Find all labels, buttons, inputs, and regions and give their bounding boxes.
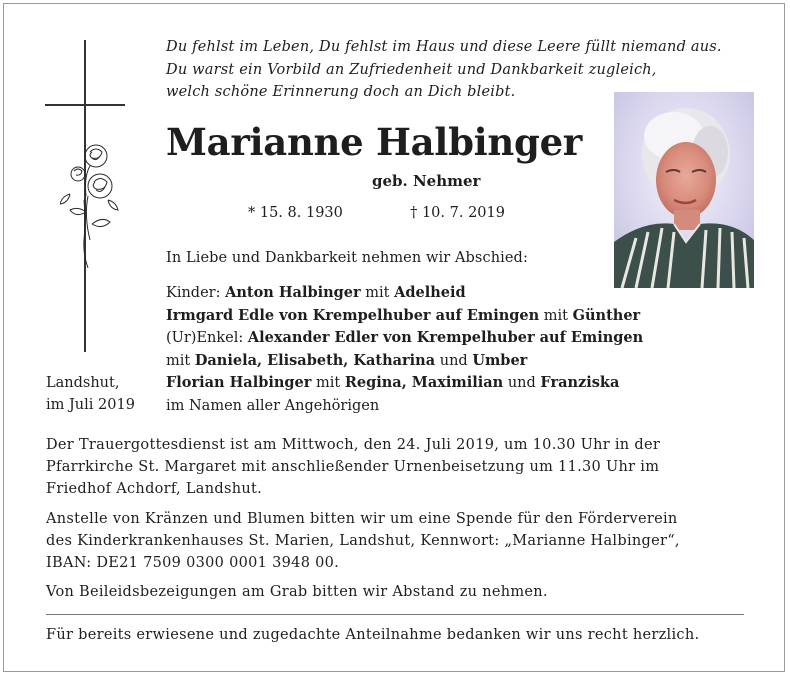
family-member: Alexander Edler von Krempelhuber auf Emingen <box>247 329 644 346</box>
family-member: Adelheid <box>394 284 466 301</box>
family-member: Regina, Maximilian <box>344 374 504 391</box>
family-line <box>166 350 643 373</box>
thanks-note: Für bereits erwiesene und zugedachte Anteilnahme bedanken wir uns recht herzlich. <box>46 627 700 643</box>
family-member: Franziska <box>540 374 620 391</box>
family-member: Florian Halbinger <box>166 374 312 391</box>
family-line <box>166 327 643 350</box>
poem-line: Du fehlst im Leben, Du fehlst im Haus und diese Leere füllt niemand aus. <box>166 39 722 55</box>
family-text: mit <box>166 352 195 369</box>
life-dates <box>248 205 505 221</box>
deceased-name: Marianne Halbinger <box>166 120 582 164</box>
family-member: Irmgard Edle von Krempelhuber auf Emingen <box>166 306 540 324</box>
maiden-name: geb. Nehmer <box>372 172 481 190</box>
family-text: mit <box>539 307 573 324</box>
place-date <box>46 372 135 416</box>
family-list <box>166 282 643 417</box>
family-line: im Namen aller Angehörigen <box>166 397 380 414</box>
service-line: Friedhof Achdorf, Landshut. <box>46 481 263 497</box>
family-line <box>166 305 643 328</box>
condolence-note: Von Beileidsbezeigungen am Grab bitten wir Abstand zu nehmen. <box>46 584 548 600</box>
cross-bar <box>45 104 125 106</box>
rose-icon <box>60 140 120 270</box>
service-line: Der Trauergottesdienst ist am Mittwoch, den 24. Juli 2019, um 10.30 Uhr in der <box>46 437 661 453</box>
family-text: (Ur)Enkel: <box>166 330 248 346</box>
place-city: Landshut, <box>46 375 120 391</box>
place-month: im Juli 2019 <box>46 397 135 413</box>
family-line <box>166 282 643 305</box>
family-member: Günther <box>572 306 641 324</box>
family-member: Umber <box>472 351 528 369</box>
family-text: Kinder: <box>166 285 226 301</box>
divider <box>46 614 744 615</box>
family-member: Daniela, Elisabeth, Katharina <box>194 351 436 369</box>
birth-date: * 15. 8. 1930 <box>248 205 343 221</box>
donation-line: des Kinderkrankenhauses St. Marien, Landshut, Kennwort: „Marianne Halbinger“, <box>46 533 680 549</box>
family-text: und <box>435 352 473 369</box>
donation-line: Anstelle von Kränzen und Blumen bitten wir um eine Spende für den Förderverein <box>46 511 678 527</box>
family-text: mit <box>360 285 395 301</box>
family-text: und <box>503 375 541 391</box>
death-date: † 10. 7. 2019 <box>410 205 505 221</box>
poem-line: Du warst ein Vorbild an Zufriedenheit und Dankbarkeit zugleich, <box>166 61 657 78</box>
family-member: Anton Halbinger <box>225 284 361 301</box>
service-line: Pfarrkirche St. Margaret mit anschließender Urnenbeisetzung um 11.30 Uhr im <box>46 459 660 475</box>
donation-line: IBAN: DE21 7509 0300 0001 3948 00. <box>46 555 340 571</box>
family-line <box>166 372 643 395</box>
poem-line: welch schöne Erinnerung doch an Dich bleibt. <box>166 84 516 100</box>
donation-info <box>46 508 746 574</box>
portrait-photo <box>614 92 754 288</box>
family-text: mit <box>311 375 345 391</box>
service-info <box>46 434 746 500</box>
farewell-line: In Liebe und Dankbarkeit nehmen wir Abschied: <box>166 250 528 266</box>
